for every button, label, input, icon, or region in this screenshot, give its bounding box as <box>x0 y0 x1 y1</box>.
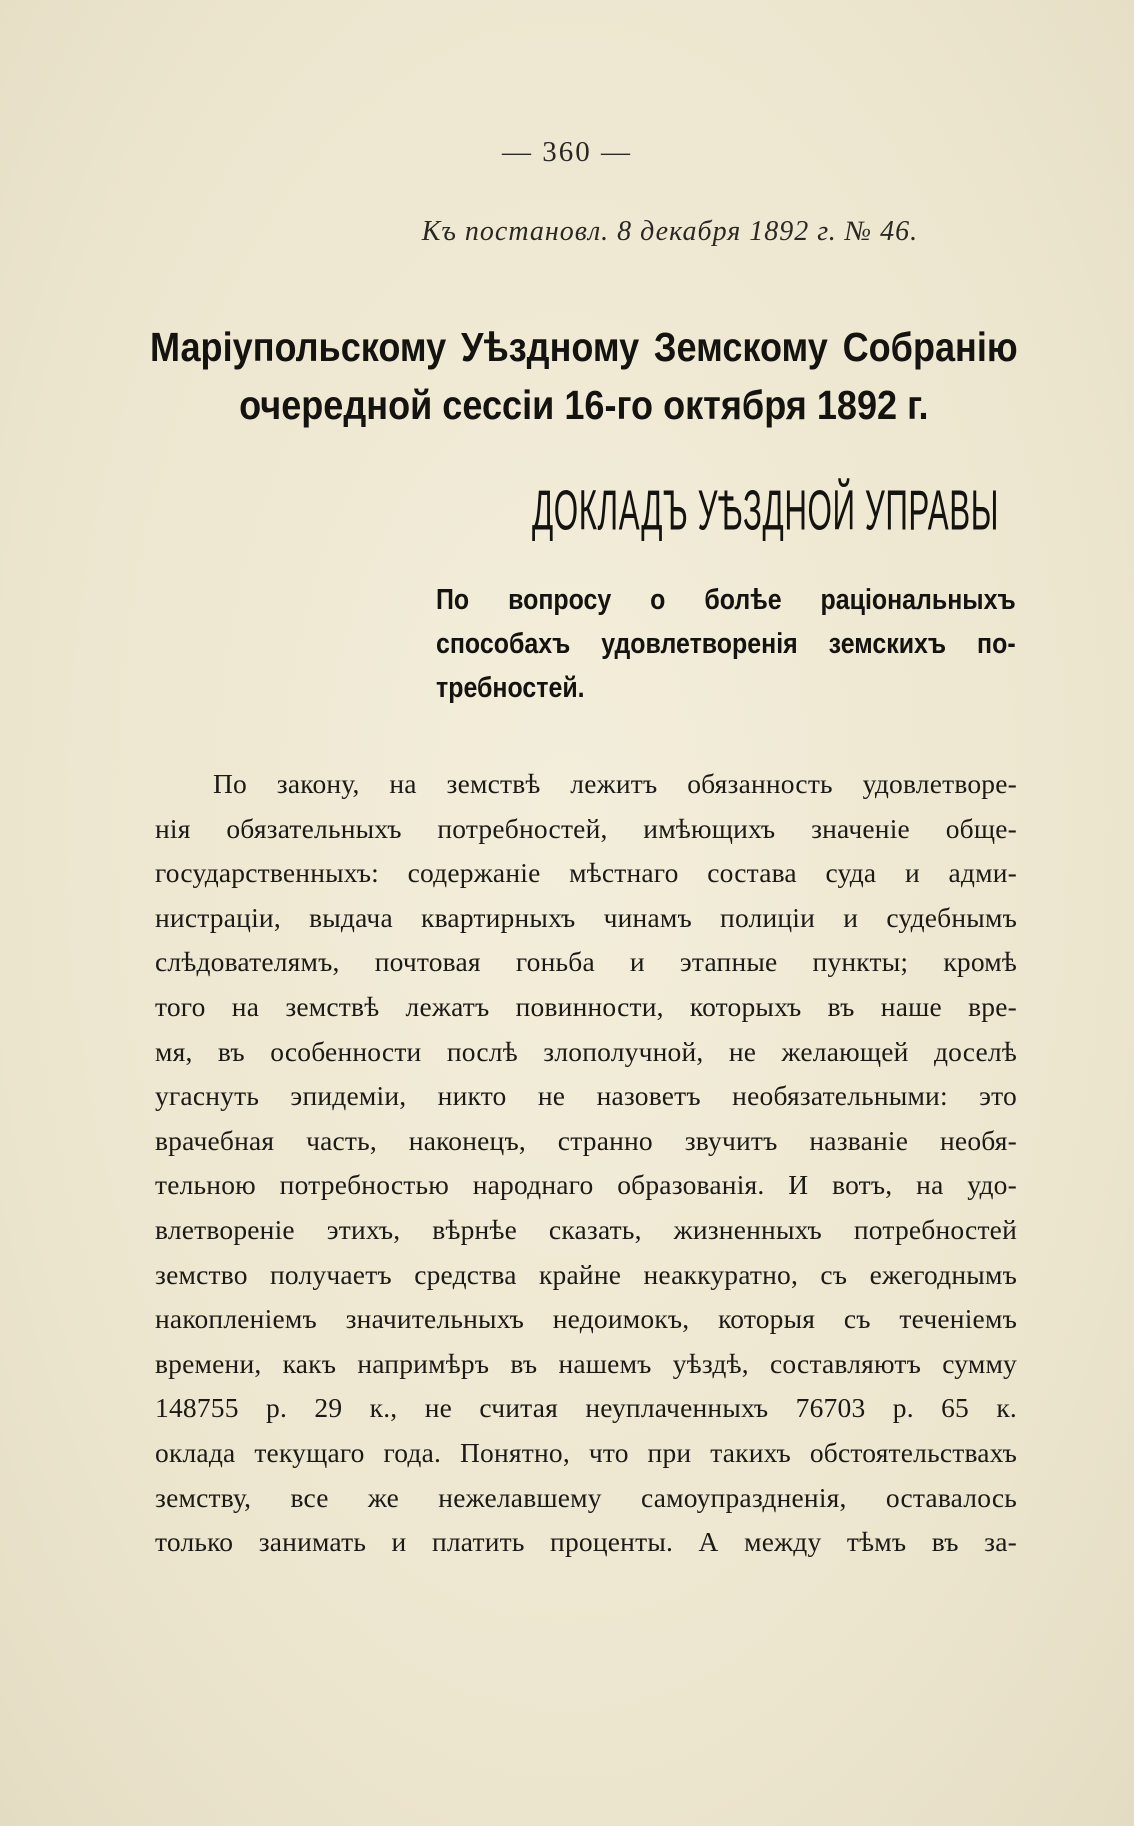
body-line: 148755 р. 29 к., не считая неуплаченныхъ 76703 р. 65 к. <box>155 1392 1017 1424</box>
body-paragraph <box>155 762 1017 1565</box>
assembly-heading <box>150 318 1018 434</box>
body-line: По закону, на земствѣ лежитъ обязанность удовлетворе- <box>213 768 1017 799</box>
body-line: накопленіемъ значительныхъ недоимокъ, которыя съ теченіемъ <box>155 1303 1017 1335</box>
body-line: государственныхъ: содержаніе мѣстнаго состава суда и адми- <box>155 857 1017 889</box>
subject-line-3: требностей. <box>436 672 585 704</box>
resolution-reference: Къ постановл. 8 декабря 1892 г. № 46. <box>421 216 919 247</box>
body-line: оклада текущаго года. Понятно, что при такихъ обстоятельствахъ <box>155 1436 1017 1468</box>
body-line: земство получаетъ средства крайне неаккуратно, съ ежегоднымъ <box>155 1258 1017 1290</box>
body-line: только занимать и платить проценты. А между тѣмъ въ за- <box>155 1526 1017 1558</box>
body-line: тельною потребностью народнаго образованія. И вотъ, на удо- <box>155 1169 1017 1201</box>
body-line: угаснуть эпидеміи, никто не назоветъ необязательными: это <box>155 1080 1017 1112</box>
report-title: ДОКЛАДЪ УѢЗДНОЙ УПРАВЫ <box>532 479 1000 543</box>
report-subject <box>436 578 1016 710</box>
body-line: мя, въ особенности послѣ злополучной, не желающей доселѣ <box>155 1035 1017 1067</box>
body-line: врачебная часть, наконецъ, странно звучитъ названіе необя- <box>155 1124 1017 1156</box>
subject-line-2: способахъ удовлетворенія земскихъ по- <box>436 628 1016 660</box>
body-line: нистраціи, выдача квартирныхъ чинамъ полиціи и судебнымъ <box>155 901 1017 933</box>
subject-line-1: По вопросу о болѣе раціональныхъ <box>436 584 1016 616</box>
body-line: влетвореніе этихъ, вѣрнѣе сказать, жизненныхъ потребностей <box>155 1213 1017 1245</box>
body-line: слѣдователямъ, почтовая гоньба и этапные пункты; кромѣ <box>155 946 1017 978</box>
heading-line-1: Маріупольскому Уѣздному Земскому Собранію <box>150 324 1018 370</box>
body-line: нія обязательныхъ потребностей, имѣющихъ значеніе обще- <box>155 812 1017 844</box>
page-number: — 360 — <box>502 136 632 168</box>
body-line: земству, все же нежелавшему самоупраздненія, оставалось <box>155 1481 1017 1513</box>
body-line: времени, какъ напримѣръ въ нашемъ уѣздѣ, составляютъ сумму <box>155 1347 1017 1379</box>
heading-line-2: очередной сессіи 16-го октября 1892 г. <box>239 382 929 428</box>
body-line: того на земствѣ лежатъ повинности, которыхъ въ наше вре- <box>155 990 1017 1022</box>
